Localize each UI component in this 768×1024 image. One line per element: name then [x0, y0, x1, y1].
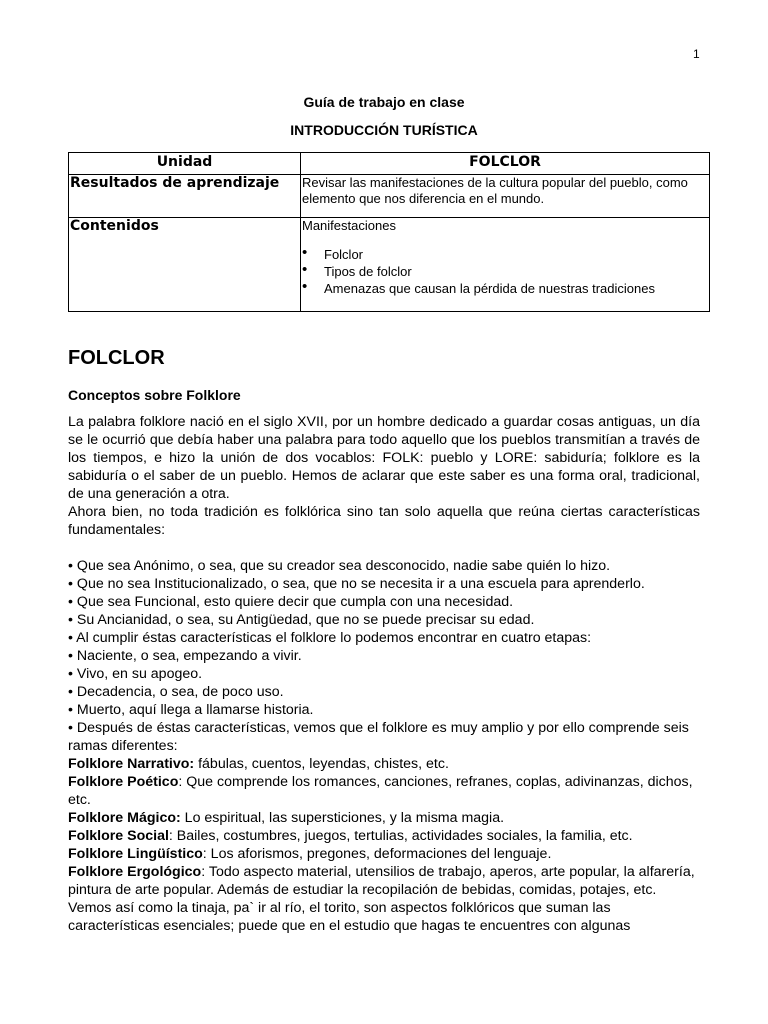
contents-list [302, 246, 708, 297]
section-subheading: Conceptos sobre Folklore [68, 387, 241, 403]
list-item: • Su Ancianidad, o sea, su Antigüedad, que no se puede precisar su edad. [68, 612, 535, 628]
list-item: • Naciente, o sea, empezando a vivir. [68, 648, 302, 664]
unit-header-cell: Unidad [69, 153, 301, 175]
paragraph: Ahora bien, no toda tradición es folklórica sino tan solo aquella que reúna ciertas características fundamentales: [68, 504, 700, 538]
folklore-branch [68, 827, 700, 845]
list-item: • Folclor [302, 246, 708, 263]
branch-name: Folklore Ergológico [68, 864, 202, 880]
branch-name: Folklore Narrativo: [68, 756, 195, 772]
branch-description: : Que comprende los romances, canciones, refranes, coplas, adivinanzas, dichos, etc. [68, 774, 693, 808]
branch-name: Folklore Social [68, 828, 169, 844]
paragraph: La palabra folklore nació en el siglo XVII, por un hombre dedicado a guardar cosas antiguas, un día se le ocurrió que debía haber una palabra para todo aquello que los pueblos transmitían a través de los tiempos, e hizo la unión de dos vocablos: FOLK: pueblo y LORE: sabiduría; folklore es la sabiduría o el saber de un pueblo. Hemos de aclarar que este saber es una forma oral, tradicional, de una generación a otra. [68, 414, 700, 502]
list-item: • Al cumplir éstas características el folklore lo podemos encontrar en cuatro etapas: [68, 630, 592, 646]
contents-label: Contenidos [69, 218, 301, 312]
unit-info-table [68, 152, 710, 312]
list-item: • Que sea Anónimo, o sea, que su creador sea desconocido, nadie sabe quién lo hizo. [68, 558, 611, 574]
body-text [68, 413, 700, 935]
learning-outcomes-label: Resultados de aprendizaje [69, 175, 301, 218]
branch-name: Folklore Lingüístico [68, 846, 203, 862]
guide-subtitle: INTRODUCCIÓN TURÍSTICA [290, 122, 478, 138]
contents-cell [301, 218, 710, 312]
branch-description: Lo espiritual, las supersticiones, y la misma magia. [180, 810, 505, 826]
table-header-row [69, 153, 710, 175]
list-item: • Tipos de folclor [302, 263, 708, 280]
folklore-branch [68, 863, 700, 899]
branch-description: : Bailes, costumbres, juegos, tertulias, actividades sociales, la familia, etc. [168, 828, 633, 844]
folklore-branch [68, 845, 700, 863]
learning-outcomes-value: Revisar las manifestaciones de la cultura popular del pueblo, como elemento que nos diferencia en el mundo. [301, 175, 710, 218]
page-number: 1 [693, 47, 700, 61]
list-item: • Que sea Funcional, esto quiere decir que cumpla con una necesidad. [68, 594, 514, 610]
list-item: • Que no sea Institucionalizado, o sea, que no se necesita ir a una escuela para aprenderlo. [68, 576, 645, 592]
guide-title: Guía de trabajo en clase [303, 94, 465, 110]
list-item: • Decadencia, o sea, de poco uso. [68, 684, 284, 700]
list-item: • Después de éstas características, vemos que el folklore es muy amplio y por ello comprende seis ramas diferentes: [68, 720, 689, 754]
folklore-branch [68, 809, 700, 827]
folklore-branch [68, 773, 700, 809]
list-item: • Muerto, aquí llega a llamarse historia. [68, 702, 314, 718]
contents-intro: Manifestaciones [302, 218, 396, 233]
branch-name: Folklore Poético [68, 774, 179, 790]
section-title: FOLCLOR [68, 347, 165, 369]
unit-value-cell: FOLCLOR [301, 153, 710, 175]
branch-description: : Todo aspecto material, utensilios de trabajo, aperos, arte popular, la alfarería, pintura de arte popular. Además de estudiar la recopilación de bebidas, comidas, potajes, etc. [68, 864, 695, 898]
branch-description: fábulas, cuentos, leyendas, chistes, etc. [194, 756, 449, 772]
branch-description: : Los aforismos, pregones, deformaciones del lenguaje. [202, 846, 552, 862]
list-item: • Vivo, en su apogeo. [68, 666, 203, 682]
folklore-branch [68, 755, 700, 773]
table-row [69, 175, 710, 218]
table-row [69, 218, 710, 312]
branch-name: Folklore Mágico: [68, 810, 181, 826]
closing-paragraph: Vemos así como la tinaja, pa` ir al río, el torito, son aspectos folklóricos que suman las características esenciales; puede que en el estudio que hagas te encuentres con algunas [68, 900, 631, 934]
list-item: • Amenazas que causan la pérdida de nuestras tradiciones [302, 280, 708, 297]
